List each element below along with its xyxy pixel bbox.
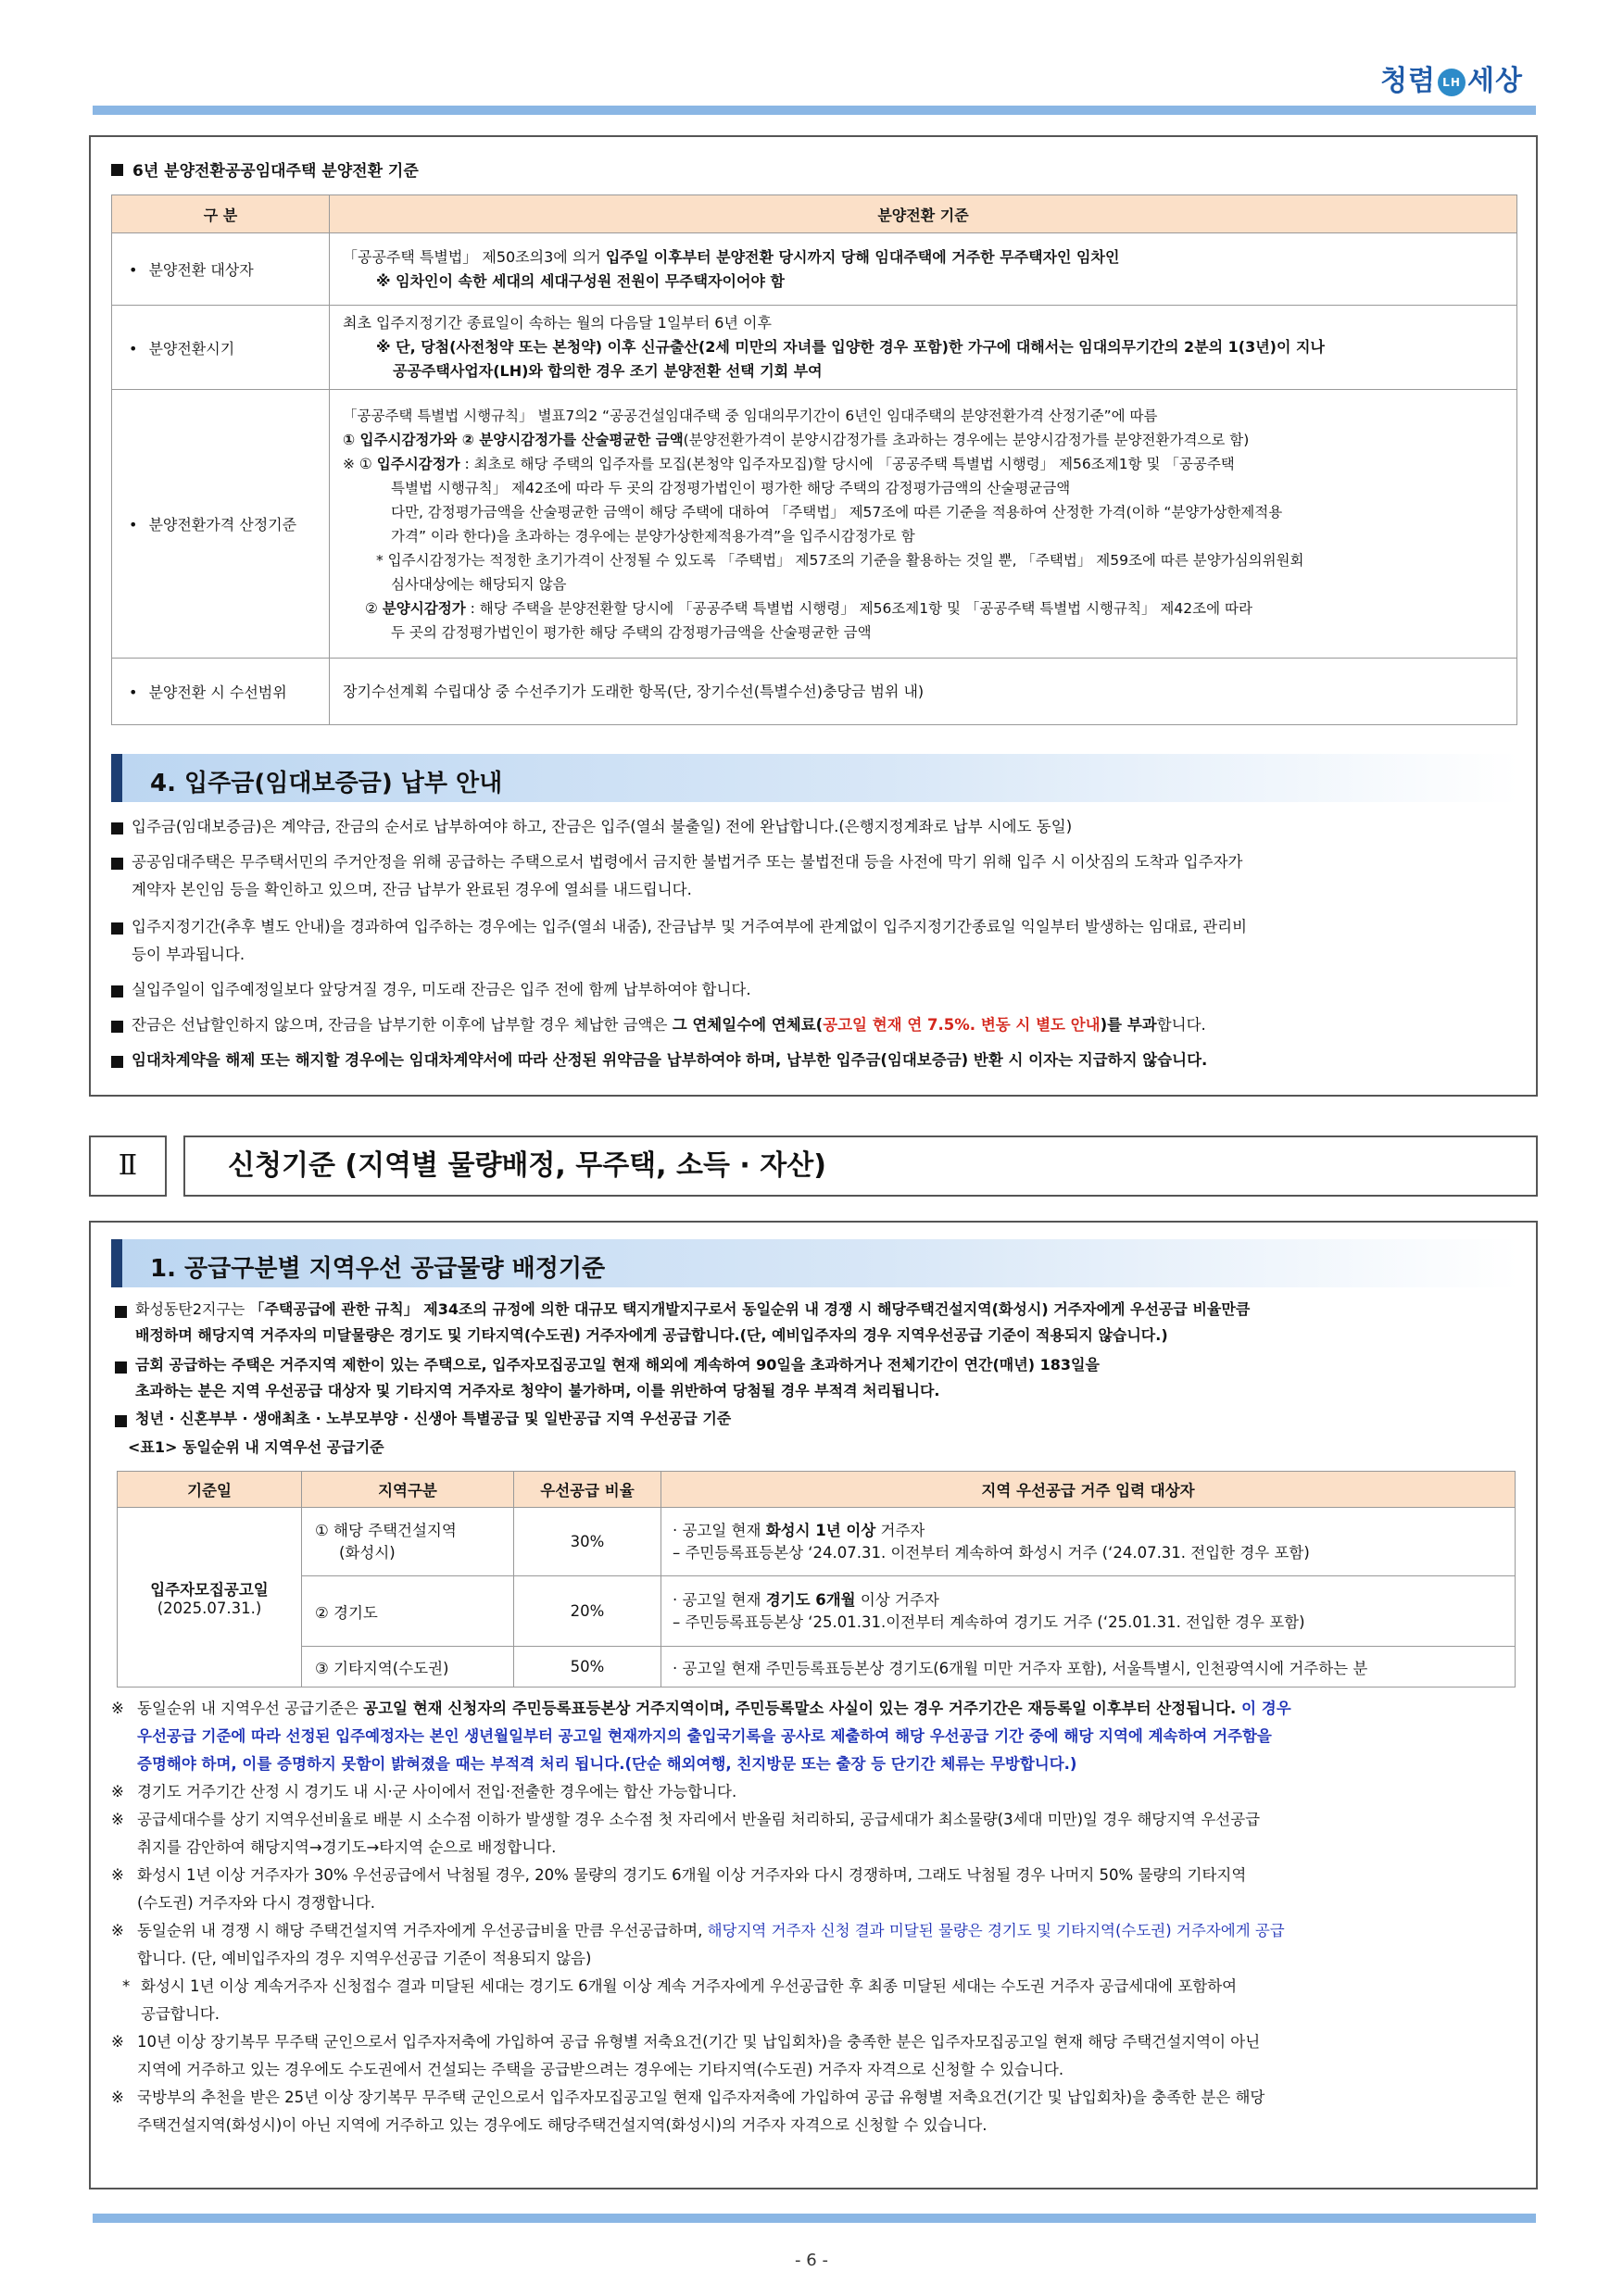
row-body: 최초 입주지정기간 종료일이 속하는 월의 다음달 1일부터 6년 이후 ※ 단, 당첨(사전청약 또는 본청약) 이후 신규출산(2세 미만의 자녀를 입양한 경우 포함)한 가구에 대해서는 임대의무기간의 2분의 1(3년)이 지나 공공주택사업자(LH)와 합의한 경우 조기 분양전환 선택 기회 부여: [330, 306, 1517, 390]
note: ※ 경기도 거주기간 산정 시 경기도 내 시·군 사이에서 전입·전출한 경우에는 합산 가능합니다.: [111, 1783, 737, 1800]
ratio-cell: 30%: [514, 1508, 661, 1576]
table-header: 우선공급 비율: [514, 1472, 661, 1508]
table-header: 지역 우선공급 거주 입력 대상자: [661, 1472, 1516, 1508]
target-cell: · 공고일 현재 화성시 1년 이상 거주자 – 주민등록표등본상 ‘24.07.31. 이전부터 계속하여 화성시 거주 (‘24.07.31. 전입한 경우 포함): [661, 1508, 1516, 1576]
ratio-cell: 20%: [514, 1576, 661, 1647]
target-cell: · 공고일 현재 경기도 6개월 이상 거주자 – 주민등록표등본상 ‘25.01.31.이전부터 계속하여 경기도 거주 (‘25.01.31. 전입한 경우 포함): [661, 1576, 1516, 1647]
region-cell: ② 경기도: [302, 1576, 514, 1647]
row-category: • 분양전환시기: [112, 306, 330, 390]
paragraph: 입주금(임대보증금)은 계약금, 잔금의 순서로 납부하여야 하고, 잔금은 입주(열쇠 불출일) 전에 완납합니다.(은행지정계좌로 납부 시에도 동일): [132, 813, 1512, 841]
target-cell: · 공고일 현재 주민등록표등본상 경기도(6개월 미만 거주자 포함), 서울특별시, 인천광역시에 거주하는 분: [661, 1647, 1516, 1687]
header-bar: [93, 106, 1536, 115]
paragraph: 청년 · 신혼부부 · 생애최초 · 노부모부양 · 신생아 특별공급 및 일반공급 지역 우선공급 기준: [135, 1406, 1497, 1432]
note: ※ 화성시 1년 이상 거주자가 30% 우선공급에서 낙첨될 경우, 20% 물량의 경기도 6개월 이상 거주자와 다시 경쟁하며, 그래도 낙첨될 경우 나머지 50% 물량의 기타지역 (수도권) 거주자와 다시 경쟁합니다.: [111, 1866, 1247, 1912]
chapter-heading: [89, 1135, 1538, 1197]
conversion-criteria-box: [89, 135, 1538, 1097]
footer-bar: [93, 2214, 1536, 2223]
subsection-title: 6년 분양전환공공임대주택 분양전환 기준: [111, 157, 419, 181]
table-row: [118, 1508, 1516, 1576]
table-header: 기준일: [118, 1472, 302, 1508]
paragraph: 잔금은 선납할인하지 않으며, 잔금을 납부기한 이후에 납부할 경우 체납한 금액은 그 연체일수에 연체료(공고일 현재 연 7.5%. 변동 시 별도 안내)를 부과합니다.: [132, 1011, 1512, 1039]
table-header: 지역구분: [302, 1472, 514, 1508]
paragraph: 임대차계약을 해제 또는 해지할 경우에는 임대차계약서에 따라 산정된 위약금을 납부하여야 하며, 납부한 입주금(임대보증금) 반환 시 이자는 지급하지 않습니다.: [132, 1047, 1512, 1074]
page-number: - 6 -: [795, 2251, 828, 2270]
note: ※ 동일순위 내 경쟁 시 해당 주택건설지역 거주자에게 우선공급비율 만큼 우선공급하며, 해당지역 거주자 신청 결과 미달된 물량은 경기도 및 기타지역(수도권) 거주자에게 공급 합니다. (단, 예비입주자의 경우 지역우선공급 기준이 적용되지 않음): [111, 1922, 1285, 1967]
chapter-number: Ⅱ: [89, 1135, 167, 1197]
section-heading: 4. 입주금(임대보증금) 납부 안내: [111, 754, 1519, 802]
table-row: [112, 306, 1517, 390]
region-cell: ① 해당 주택건설지역 (화성시): [302, 1508, 514, 1576]
regional-priority-box: [89, 1221, 1538, 2189]
table-row: [112, 233, 1517, 306]
row-body: 「공공주택 특별법」 제50조의3에 의거 입주일 이후부터 분양전환 당시까지 당해 임대주택에 거주한 무주택자인 임차인 ※ 임차인이 속한 세대의 세대구성원 전원이 무주택자이어야 함: [330, 233, 1517, 306]
paragraph: 공공임대주택은 무주택서민의 주거안정을 위해 공급하는 주택으로서 법령에서 금지한 불법거주 또는 불법전대 등을 사전에 막기 위해 입주 시 이삿짐의 도착과 입주자가 계약자 본인임 등을 확인하고 있으며, 잔금 납부가 완료된 경우에 열쇠를 내드립니다.: [132, 848, 1512, 904]
table-row: [112, 390, 1517, 659]
table-row: [112, 659, 1517, 725]
table-row: [118, 1647, 1516, 1687]
paragraph: 입주지정기간(추후 별도 안내)을 경과하여 입주하는 경우에는 입주(열쇠 내줌), 잔금납부 및 거주여부에 관계없이 입주지정기간종료일 익일부터 발생하는 임대료, 관리비 등이 부과됩니다.: [132, 913, 1512, 969]
base-date-cell: 입주자모집공고일 (2025.07.31.): [118, 1508, 302, 1687]
note: * 화성시 1년 이상 계속거주자 신청접수 결과 미달된 세대는 경기도 6개월 이상 계속 거주자에게 우선공급한 후 최종 미달된 세대는 수도권 거주자 공급세대에 포함하여 공급합니다.: [122, 1977, 1238, 2023]
paragraph: 화성동탄2지구는 「주택공급에 관한 규칙」 제34조의 규정에 의한 대규모 택지개발지구로서 동일순위 내 경쟁 시 해당주택건설지역(화성시) 거주자에게 우선공급 비율만큼 배정하며 해당지역 거주자의 미달물량은 경기도 및 기타지역(수도권) 거주자에게 공급합니다.(단, 예비입주자의 경우 지역우선공급 기준이 적용되지 않습니다.): [135, 1297, 1497, 1349]
logo: 청렴 LH 세상: [1380, 65, 1523, 97]
paragraph: 실입주일이 입주예정일보다 앞당겨질 경우, 미도래 잔금은 입주 전에 함께 납부하여야 합니다.: [132, 976, 1512, 1004]
row-category: • 분양전환 대상자: [112, 233, 330, 306]
regional-priority-table: [117, 1471, 1516, 1687]
table-row: [118, 1576, 1516, 1647]
table-header: 분양전환 기준: [330, 195, 1517, 233]
note: ※ 10년 이상 장기복무 무주택 군인으로서 입주자저축에 가입하여 공급 유형별 저축요건(기간 및 납입회차)을 충족한 분은 입주자모집공고일 현재 해당 주택건설지역이 아닌 지역에 거주하고 있는 경우에도 수도권에서 건설되는 주택을 공급받으려는 경우에는 기타지역(수도권) 거주자 자격으로 신청할 수 있습니다.: [111, 2033, 1261, 2078]
region-cell: ③ 기타지역(수도권): [302, 1647, 514, 1687]
paragraph: 금회 공급하는 주택은 거주지역 제한이 있는 주택으로, 입주자모집공고일 현재 해외에 계속하여 90일을 초과하거나 전체기간이 연간(매년) 183일을 초과하는 분은 지역 우선공급 대상자 및 기타지역 거주자로 청약이 불가하며, 이를 위반하여 당첨될 경우 부적격 처리됩니다.: [135, 1352, 1497, 1404]
table-caption: <표1> 동일순위 내 지역우선 공급기준: [128, 1438, 384, 1456]
note: ※ 공급세대수를 상기 지역우선비율로 배분 시 소수점 이하가 발생할 경우 소수점 첫 자리에서 반올림 처리하되, 공급세대가 최소물량(3세대 미만)일 경우 해당지역 우선공급 취지를 감안하여 해당지역→경기도→타지역 순으로 배정합니다.: [111, 1811, 1261, 1856]
section-heading: 1. 공급구분별 지역우선 공급물량 배정기준: [111, 1239, 1519, 1287]
note: ※ 국방부의 추천을 받은 25년 이상 장기복무 무주택 군인으로서 입주자모집공고일 현재 입주자저축에 가입하여 공급 유형별 저축요건(기간 및 납입회차)을 충족한 분은 해당 주택건설지역(화성시)이 아닌 지역에 거주하고 있는 경우에도 해당주택건설지역(화성시)의 거주자 자격으로 신청할 수 있습니다.: [111, 2089, 1265, 2134]
chapter-title: 신청기준 (지역별 물량배정, 무주택, 소득 · 자산): [183, 1135, 1538, 1197]
row-body: 장기수선계획 수립대상 중 수선주기가 도래한 항목(단, 장기수선(특별수선)충당금 범위 내): [330, 659, 1517, 725]
conversion-criteria-table: [111, 194, 1517, 725]
logo-seal-icon: LH: [1438, 69, 1466, 96]
row-category: • 분양전환가격 산정기준: [112, 390, 330, 659]
row-body: 「공공주택 특별법 시행규칙」 별표7의2 “공공건설임대주택 중 임대의무기간이 6년인 임대주택의 분양전환가격 산정기준”에 따름 ① 입주시감정가와 ② 분양시감정가를 산술평균한 금액(분양전환가격이 분양시감정가를 초과하는 경우에는 분양시감정가를 분양전환가격으로 함) ※ ① 입주시감정가 : 최초로 해당 주택의 입주자를 모집(본청약 입주자모집)할 당시에 「공공주택 특별법 시행령」 제56조제1항 및 「공공주택 특별법 시행규칙」 제42조에 따라 두 곳의 감정평가법인이 평가한 해당 주택의 감정평가금액의 산술평균금액 다만, 감정평가금액을 산술평균한 금액이 해당 주택에 대하여 「주택법」 제57조에 따른 기준을 적용하여 산정한 가격(이하 “분양가상한제적용 가격” 이라 한다)을 초과하는 경우에는 분양가상한제적용가격”을 입주시감정가로 함 * 입주시감정가는 적정한 초기가격이 산정될 수 있도록 「주택법」 제57조의 기준을 활용하는 것일 뿐, 「주택법」 제59조에 따른 분양가심의위원회 심사대상에는 해당되지 않음 ② 분양시감정가 : 해당 주택을 분양전환할 당시에 「공공주택 특별법 시행령」 제56조제1항 및 「공공주택 특별법 시행규칙」 제42조에 따라 두 곳의 감정평가법인이 평가한 해당 주택의 감정평가금액을 산술평균한 금액: [330, 390, 1517, 659]
ratio-cell: 50%: [514, 1647, 661, 1687]
table-header: 구 분: [112, 195, 330, 233]
note: ※ 동일순위 내 지역우선 공급기준은 공고일 현재 신청자의 주민등록표등본상 거주지역이며, 주민등록말소 사실이 있는 경우 거주기간은 재등록일 이후부터 산정됩니다. 이 경우 우선공급 기준에 따라 선정된 입주예정자는 본인 생년월일부터 공고일 현재까지의 출입국기록을 공사로 제출하여 해당 우선공급 기간 중에 해당 지역에 계속하여 거주함을 증명해야 하며, 이를 증명하지 못함이 밝혀졌을 때는 부적격 처리 됩니다.(단순 해외여행, 친지방문 또는 출장 등 단기간 체류는 무방합니다.): [111, 1700, 1291, 1773]
row-category: • 분양전환 시 수선범위: [112, 659, 330, 725]
